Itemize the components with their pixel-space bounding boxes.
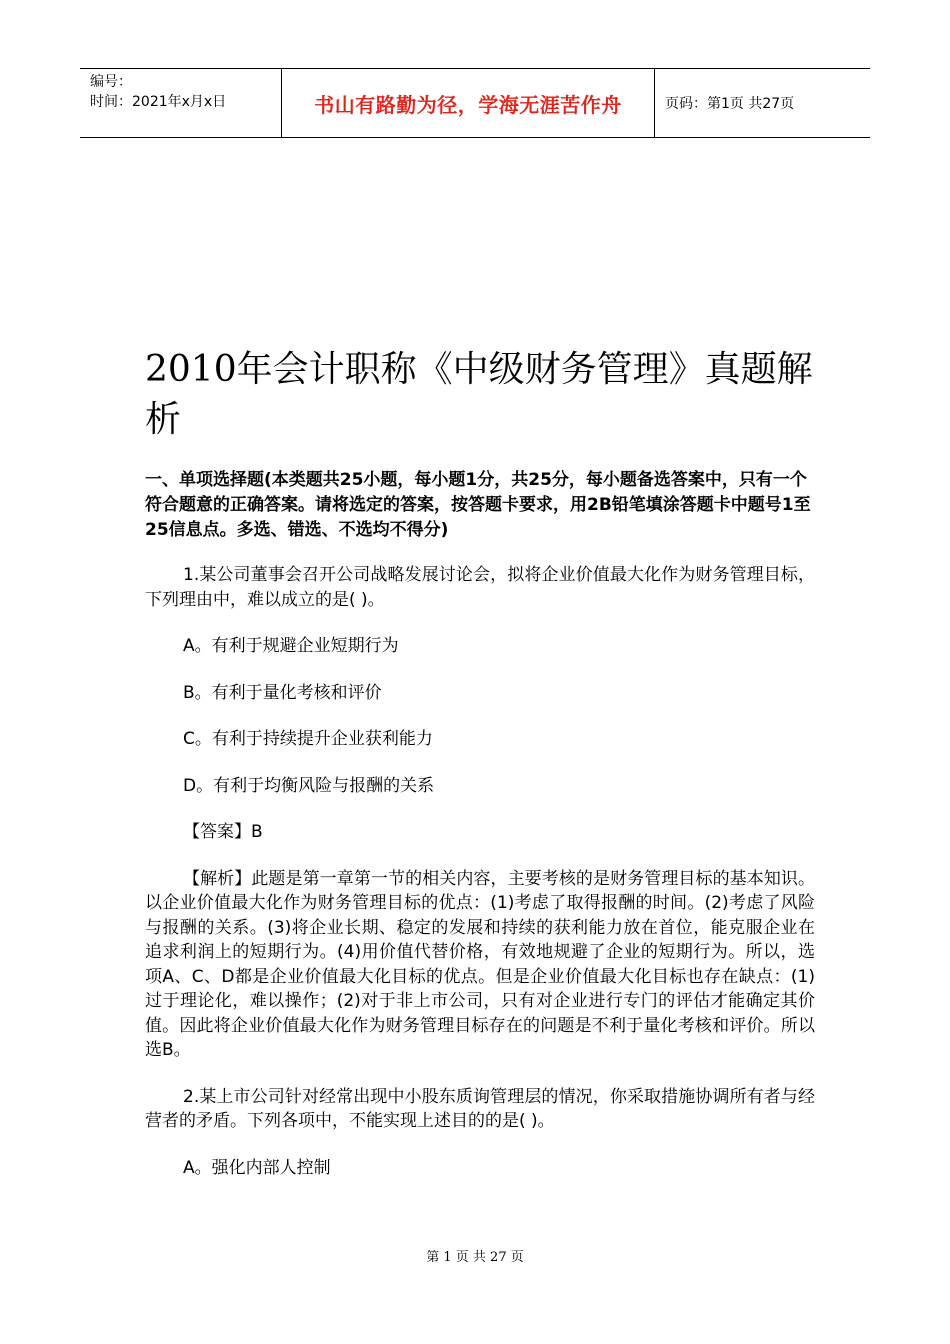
document-header xyxy=(80,68,870,138)
header-motto-cell xyxy=(282,69,655,137)
question-1-stem: 1.某公司董事会召开公司战略发展讨论会，拟将企业价值最大化作为财务管理目标，下列理由中，难以成立的是( )。 xyxy=(145,565,815,610)
header-page-cell xyxy=(655,69,870,137)
page-footer: 第 1 页 共 27 页 xyxy=(426,1250,524,1265)
document-body xyxy=(145,563,815,1180)
question-2-stem: 2.某上市公司针对经常出现中小股东质询管理层的情况，你采取措施协调所有者与经营者的矛盾。下列各项中，不能实现上述目的的是( )。 xyxy=(145,1086,815,1131)
question-2-option-a: A。强化内部人控制 xyxy=(183,1157,331,1178)
document-date-label: 时间：2021年x月x日 xyxy=(90,94,227,110)
question-1-option-a: A。有利于规避企业短期行为 xyxy=(183,636,399,656)
question-1-option-b: B。有利于量化考核和评价 xyxy=(183,682,382,703)
header-motto: 书山有路勤为径，学海无涯苦作舟 xyxy=(314,92,622,117)
question-1-option-d: D。有利于均衡风险与报酬的关系 xyxy=(183,775,435,796)
document-code-label: 编号： xyxy=(90,74,132,90)
document-title: 2010年会计职称《中级财务管理》真题解析 xyxy=(145,349,813,440)
header-page-indicator: 页码：第1页 共27页 xyxy=(665,96,795,112)
section-heading: 一、单项选择题(本类题共25小题，每小题1分，共25分，每小题备选答案中，只有一个符合题意的正确答案。请将选定的答案，按答题卡要求，用2B铅笔填涂答题卡中题号1至25信息点。多选、错选、不选均不得分) xyxy=(145,470,811,540)
header-meta-cell xyxy=(80,69,282,137)
question-1-analysis: 【解析】此题是第一章第一节的相关内容，主要考核的是财务管理目标的基本知识。以企业价值最大化作为财务管理目标的优点：(1)考虑了取得报酬的时间。(2)考虑了风险与报酬的关系。(3)将企业长期、稳定的发展和持续的获利能力放在首位，能克服企业在追求利润上的短期行为。(4)用价值代替价格，有效地规避了企业的短期行为。所以，选项A、C、D都是企业价值最大化目标的优点。但是企业价值最大化目标也存在缺点：(1)过于理论化，难以操作；(2)对于非上市公司，只有对企业进行专门的评估才能确定其价值。因此将企业价值最大化作为财务管理目标存在的问题是不利于量化考核和评价。所以选B。 xyxy=(145,868,815,1060)
question-1-answer: 【答案】B xyxy=(183,822,263,842)
question-1-option-c: C。有利于持续提升企业获利能力 xyxy=(183,729,433,749)
